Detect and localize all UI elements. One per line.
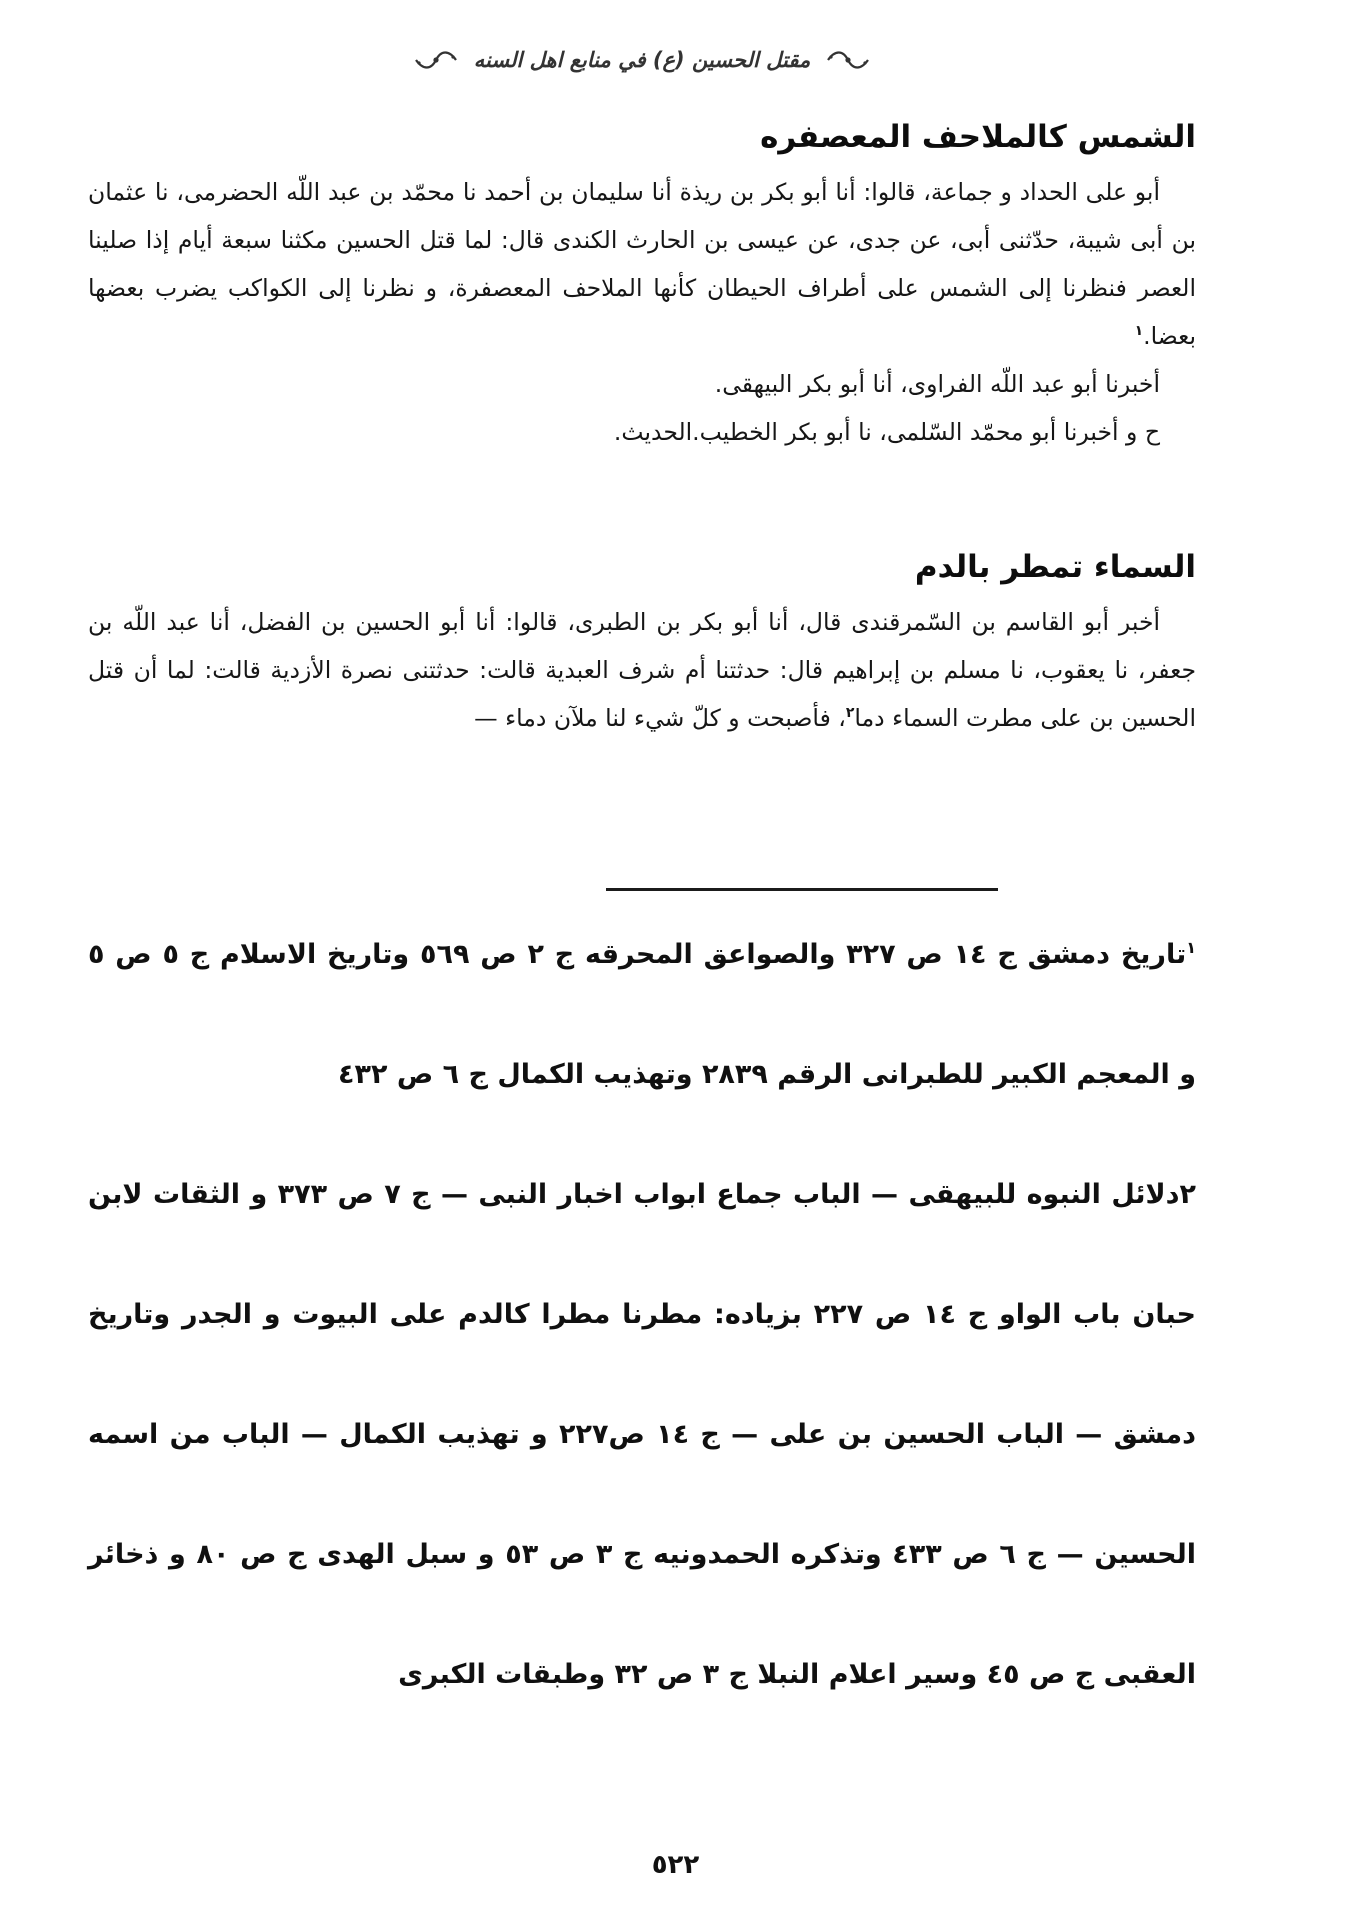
section-heading-sun-like-sheets: الشمس كالملاحف المعصفره (760, 119, 1196, 155)
isnad-line-2: ح و أخبرنا أبو محمّد السّلمى، نا أبو بكر الخطيب.الحديث. (613, 418, 1160, 446)
isnad-line-1: أخبرنا أبو عبد اللّه الفراوى، أنا أبو بكر البيهقى. (714, 370, 1160, 398)
header-ornament-left-icon (414, 49, 458, 71)
header-ornament-right-icon (826, 49, 870, 71)
footnote-1-text: تاريخ دمشق ج ١٤ ص ٣٢٧ والصواعق المحرقه ج ٢ ص ٥٦٩ وتاريخ الاسلام ج ٥ ص ٥ و المعجم الكبير للطبرانى الرقم ٢٨٣٩ وتهذيب الكمال ج ٦ ص ٤٣٢ (88, 938, 1196, 1090)
page-number: ٥٢٢ (651, 1850, 700, 1880)
book-title: مقتل الحسين (ع) في منابع اهل السنه (473, 48, 811, 72)
footnote-2-text: دلائل النبوه للبيهقى — الباب جماع ابواب اخبار النبى — ج ٧ ص ٣٧٣ و الثقات لابن حبان باب الواو ج ١٤ ص ٢٢٧ بزياده: مطرنا مطرا كالدم على البيوت و الجدر وتاريخ دمشق — الباب الحسين بن على — ج ١٤ ص٢٢٧ و تهذيب الكمال — الباب من اسمه الحسين — ج ٦ ص ٤٣٣ وتذكره الحمدونيه ج ٣ ص ٥٣ و سبل الهدى ج ص ٨٠ و ذخائر العقبى ج ص ٤٥ وسير اعلام النبلا ج ٣ ص ٣٢ وطبقات الكبرى (88, 1178, 1196, 1690)
footnote-ref-2: ٢ (845, 705, 855, 722)
footnote-2-marker: ٢ (1179, 1178, 1197, 1210)
footnotes-section (88, 888, 1196, 1735)
section-1-paragraph-text: أبو على الحداد و جماعة، قالوا: أنا أبو بكر بن ريذة أنا سليمان بن أحمد نا محمّد بن عبد اللّه الحضرمى، نا عثمان بن أبى شيبة، حدّثنى أبى، عن جدى، عن عيسى بن الحارث الكندى قال: لما قتل الحسين مكثنا سبعة أيام إذا صلينا العصر فنظرنا إلى الشمس على أطراف الحيطان كأنها الملاحف المعصفرة، و نظرنا إلى الكواكب يضرب بعضها بعضا. (88, 178, 1196, 350)
section-2-paragraph-text-a: أخبر أبو القاسم بن السّمرقندى قال، أنا أبو بكر بن الطبرى، قالوا: أنا أبو الحسين بن الفضل، أنا عبد اللّه بن جعفر، نا يعقوب، نا مسلم بن إبراهيم قال: حدثتنا أم شرف العبدية قالت: حدثتنى نصرة الأزدية قالت: لما أن قتل الحسين بن على مطرت السماء دما (88, 608, 1196, 732)
section-1-paragraph (88, 168, 1196, 360)
section-2-paragraph-text-b: ، فأصبحت و كلّ شيء لنا ملآن دماء — (474, 704, 846, 732)
section-heading-sky-rains-blood: السماء تمطر بالدم (914, 549, 1196, 585)
section-2-paragraph (88, 598, 1196, 742)
page-body (88, 114, 1196, 1735)
footnote-separator (606, 888, 998, 891)
footnote-2 (88, 1135, 1196, 1735)
footnote-ref-1: ١ (1134, 323, 1144, 340)
footnote-1 (88, 895, 1196, 1135)
footnote-1-marker: ١ (1186, 937, 1197, 957)
page-header (88, 40, 1196, 80)
